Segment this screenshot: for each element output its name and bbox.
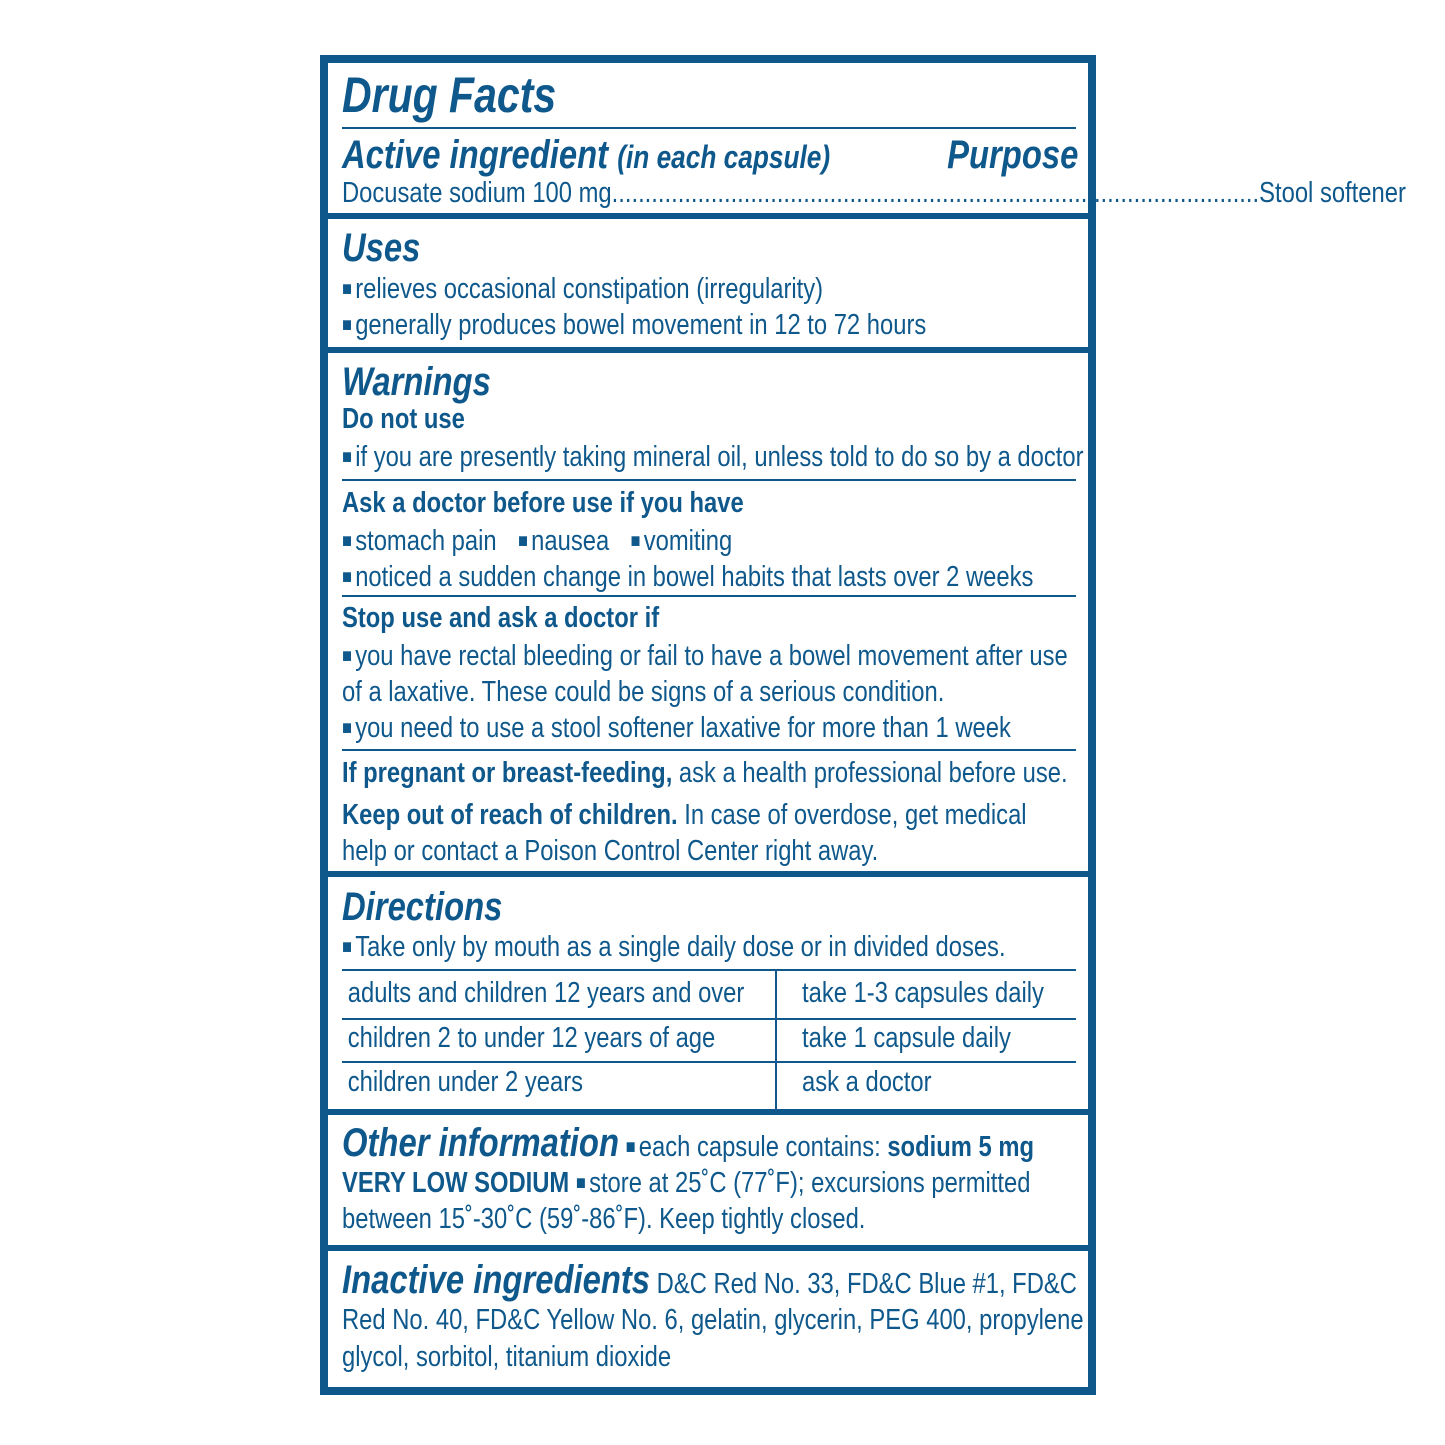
list-item: ■ relieves occasional constipation (irregularity)	[342, 273, 824, 305]
ask-doctor-heading: Ask a doctor before use if you have	[342, 487, 744, 519]
table-cell-age: children under 2 years	[347, 1066, 584, 1098]
page-title: Drug Facts	[342, 67, 557, 123]
inactive-ingredients-line: Red No. 40, FD&C Yellow No. 6, gelatin, glycerin, PEG 400, propylene	[342, 1304, 1084, 1336]
other-information-line: VERY LOW SODIUM ■ store at 25˚C (77˚F); excursions permitted	[342, 1167, 1031, 1199]
table-cell-dose: take 1 capsule daily	[802, 1022, 1011, 1054]
directions-heading: Directions	[342, 885, 503, 929]
ingredient: Docusate sodium 100 mg	[342, 177, 612, 209]
list-item: ■ you have rectal bleeding or fail to have a bowel movement after use	[342, 640, 1068, 672]
list-item: ■ generally produces bowel movement in 12 to 72 hours	[342, 309, 927, 341]
list-item: ■ if you are presently taking mineral oil, unless told to do so by a doctor	[342, 441, 1084, 473]
list-item-continued: of a laxative. These could be signs of a serious condition.	[342, 676, 945, 708]
children-warning-continued: help or contact a Poison Control Center right away.	[342, 835, 879, 867]
inactive-ingredients-line: glycol, sorbitol, titanium dioxide	[342, 1341, 672, 1373]
table-cell-age: children 2 to under 12 years of age	[347, 1022, 716, 1054]
active-ingredient-heading: Active ingredient (in each capsule)	[342, 133, 831, 177]
table-cell-age: adults and children 12 years and over	[347, 977, 745, 1009]
dot-leader: ..................................................................................................	[611, 177, 1260, 209]
pregnancy-warning: If pregnant or breast-feeding, ask a health professional before use.	[342, 757, 1068, 789]
do-not-use-heading: Do not use	[342, 403, 465, 435]
other-information-line: between 15˚-30˚C (59˚-86˚F). Keep tightly closed.	[342, 1203, 866, 1235]
table-cell-dose: take 1-3 capsules daily	[802, 977, 1044, 1009]
stop-use-heading: Stop use and ask a doctor if	[342, 602, 660, 634]
list-item: ■ stomach pain ■ nausea ■ vomiting	[342, 525, 733, 557]
children-warning: Keep out of reach of children. In case of overdose, get medical	[342, 799, 1027, 831]
purpose: Stool softener	[1259, 177, 1406, 209]
active-ingredient-row	[342, 176, 1406, 210]
list-item: ■ you need to use a stool softener laxative for more than 1 week	[342, 712, 1011, 744]
other-information: Other information ■ each capsule contains: sodium 5 mg	[342, 1121, 1034, 1165]
directions-intro: ■ Take only by mouth as a single daily dose or in divided doses.	[342, 931, 1006, 963]
inactive-ingredients: Inactive ingredients D&C Red No. 33, FD&C Blue #1, FD&C	[342, 1258, 1077, 1302]
table-cell-dose: ask a doctor	[802, 1066, 932, 1098]
uses-heading: Uses	[342, 226, 421, 270]
warnings-heading: Warnings	[342, 360, 491, 404]
purpose-heading: Purpose	[947, 133, 1079, 177]
list-item: ■ noticed a sudden change in bowel habits that lasts over 2 weeks	[342, 561, 1034, 593]
